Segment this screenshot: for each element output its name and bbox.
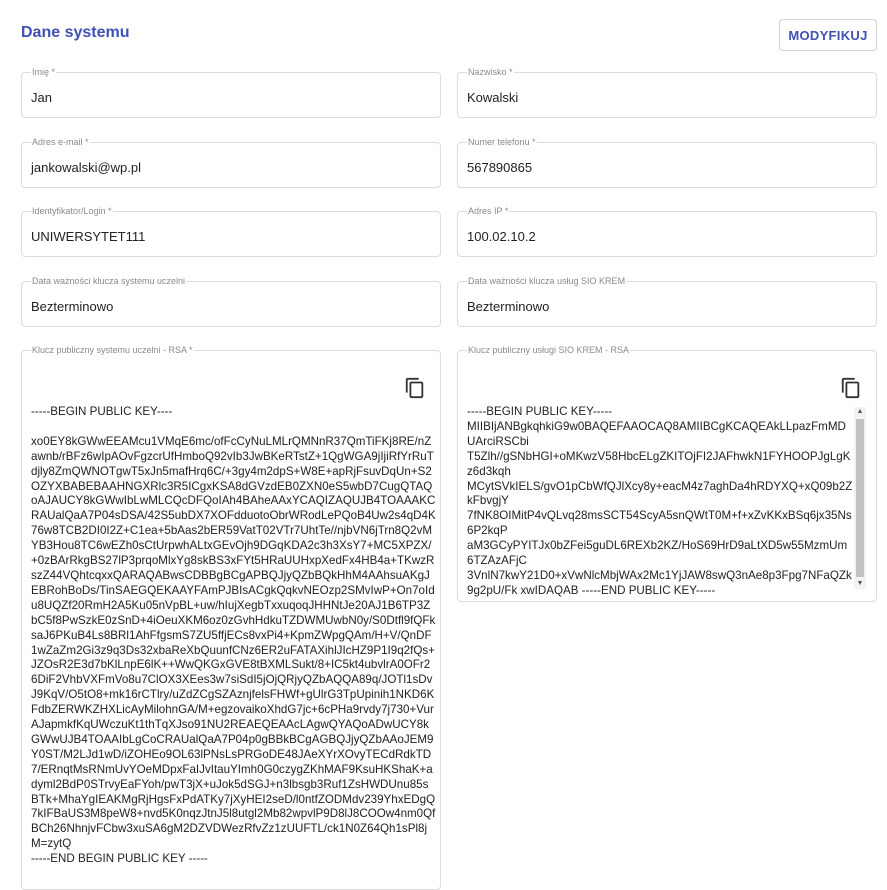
sio-public-key-label: Klucz publiczny usługi SIO KREM - RSA xyxy=(468,345,630,355)
scrollbar-thumb[interactable] xyxy=(856,419,864,577)
ip-value: 100.02.10.2 xyxy=(467,229,536,244)
last-name-value: Kowalski xyxy=(467,90,519,105)
first-name-label: Imię * xyxy=(32,67,56,77)
email-value: jankowalski@wp.pl xyxy=(31,160,142,175)
phone-value: 567890865 xyxy=(467,160,533,175)
ip-label: Adres IP * xyxy=(468,206,509,216)
sio-key-expiry-label: Data ważności klucza usług SIO KREM xyxy=(468,276,626,286)
last-name-label: Nazwisko * xyxy=(468,67,513,77)
system-public-key-value: -----BEGIN PUBLIC KEY---- xo0EY8kGWwEEAMcu1VMqE6mc/ofFcCyNuLMLrQMNnR37QmTiFKj8RE/nZawnb/rBFz6wIpAOvFgzcrUfHmboQ92vIb3JwBKeRTstZ+1QgWGA9jIjiRfYrRuTdjly8ZmQWNOTgwT5xJn5mafHrq6C/+3gy4m2dpS+W8E+apRjFsuvDqUn+S2OZYXBABEBAAHNGXRlc3R5ICgxKSA8dGVzdEB0ZXN0eS5wbD7CugQTAQoAJAUCY8kGWwIbLwMLCQcDFQoIAh4BAheAAxYCAQIZAQUJB4TOAAAKCRAUalQaA7P04sDSA/42S5ubDX7XOFdduotoObrWRodLePQoB4Uw2s4qD4K76w8TCB2DI0I2Z+C1ea+5bAas2bER59VatT02VTr7UhtTe//njbVN6jTrn8Q2vMYB3Hou8TC6wEZh0sCtUrpwhALtxGEvOjh9DGqKDA2c3h3XsY7+MC5XPZX/+0zBArRkgBS27lP3prqoMlxYg8skBS3xFYt5HRaUUHxpXedFx4HB4a+TKwzRszZ44VQhtcqxxQARAQABwsCDBBgBCgAPBQJjyQZbBQkHhM4AAhsuAKgJEBRohBoDs/TinSAEGQEKAAYFAmPJBIsACgkQqkvNEOzp2SMvIwP+On7oIdu8UQZf20RmH2A5Ku05nVpBL+uw/hIujXegbTxxuqoqJHHNtJe20AJ1B6TP3ZbC5f8PwSzkE0zSnD+4iOeuXKM6oz0zGvhHdkuTZDWMUwbN0y/S0Dtfl9fQFksaJ6PKuB4Ls8BRl1AhFfgsmS7ZU5ffjECs8vxPi4+KpmZWpgQAm/H+V/QnDF1wZaZm2Gi3z9q3Ds32xbaReXbQuunfCNz6ER2uFATAXihlJIcHZ9P1I9q2fQs+JZOsR2E3d7bKlLnpE6lK++WwQKGxGVE8tBXMLSukt/8+IC5kt4ubvlrA0OFr26DiF2VhbVXFmVo8u7ClOX3XEes3w7siSdI5jOjQRjyQZbAQQA89q/JOTl1sDvJ9KqV/O5tO8+mk16rCTlry/uZdZCgSZAznjfelsFHWf+gUlrG3TpUpinih1NKD6KFdbZERWKZHXLicAyMilohnGA/M+egzovaikoXhdG7jc+6cPHa9rvdy7j730+VurAJapmkfKqUWczuKt1thTqXJso91NU2REAEQEAAcLAgwQYAQoADwUCY8kGWwUJB4TOAAIbLgCoCRAUalQaA7P04p0gBBkBCgAGBQJjyQZbAAoJEM9Y0ST/M2LJd1wD/iZOHEo9OL63lPNsLsPRGoDE48JAeXYrXOvyTECdRdkTD7/ERnqtMsRNmUvYOeMDpxFaIJvItauYImh0G0czygZKhMAF9KsuHKShaK+adyml2BdP0STrvyEaFYoh/pwT3jX+uJok5dSGJ+n3lbsgb3Ruf1ZsHWDUnu85sBTk+MhaYgIEAKMgRjHgsFxPdATKy7jXyHEI2seD/l0ntfZODMdv239YhxEDgQ7kIFBaUS3M8peW8+nvd5K0nqzJtnJ5l8utgl2Mb82wpvlP9D8lJ8COOw4nm0QfBCh26NhnjvFCbw3xuSA6gM2DZVDWezRfvZz1zUUFTL/ck1N0Z64Qh1sPl8jM=zytQ -----END BEGIN PUBLIC KEY ----- xyxy=(31,405,436,866)
content-copy-icon[interactable] xyxy=(840,377,862,399)
system-public-key-label: Klucz publiczny systemu uczelni - RSA * xyxy=(32,345,193,355)
page-title: Dane systemu xyxy=(21,24,130,41)
scroll-down-icon[interactable]: ▼ xyxy=(856,580,864,587)
first-name-field[interactable] xyxy=(21,67,441,118)
email-label: Adres e-mail * xyxy=(32,137,89,147)
sio-public-key-field[interactable] xyxy=(457,345,877,602)
phone-label: Numer telefonu * xyxy=(468,137,536,147)
system-key-expiry-value: Bezterminowo xyxy=(31,299,114,314)
system-public-key-field[interactable] xyxy=(21,345,441,890)
login-label: Identyfikator/Login * xyxy=(32,206,112,216)
login-field[interactable] xyxy=(21,206,441,257)
ip-field[interactable] xyxy=(457,206,877,257)
sio-key-scrollbar[interactable] xyxy=(854,407,866,589)
content-copy-icon[interactable] xyxy=(404,377,426,399)
system-key-expiry-label: Data ważności klucza systemu uczelni xyxy=(32,276,186,286)
login-value: UNIWERSYTET111 xyxy=(31,229,146,244)
phone-field[interactable] xyxy=(457,137,877,188)
sio-public-key-value: -----BEGIN PUBLIC KEY----- MIIBIjANBgkqhkiG9w0BAQEFAAOCAQ8AMIIBCgKCAQEAkLLpazFmMDUArciRSCbi T5Zlh//gSNbHGI+oMKwzV58HbcELgZKITOjFI2JAFhwkN1FYHOOPJgLgKz6d3kqh MCytSVkIELS/gvO1pCbWfQJlXcy8y+eacM4z7aghDa4hRDYXQ+xQ09b2ZkFbvgjY 7fNK8OIMitP4vQLvq28msSCT54ScyA5snQWtT0M+f+xZvKKxBSq6jx35Ns6P2kqP aM3GCyPYITJx0bZFei5guDL6REXb2KZ/HoS69HrD9aLtXD5w55MzmUm6TZAzAFjC 3VnlN7kwY21D0+xVwNlcMbjWAx2Mc1YjJAW8swQ3nAe8p3Fpg7NFaQZk9g2pU/Fk xwIDAQAB -----END PUBLIC KEY----- xyxy=(467,405,853,597)
last-name-field[interactable] xyxy=(457,67,877,118)
sio-key-expiry-field[interactable] xyxy=(457,276,877,327)
sio-key-expiry-value: Bezterminowo xyxy=(467,299,550,314)
first-name-value: Jan xyxy=(31,90,52,105)
scroll-up-icon[interactable]: ▲ xyxy=(856,408,864,415)
modify-button[interactable]: MODYFIKUJ xyxy=(779,19,877,51)
email-field[interactable] xyxy=(21,137,441,188)
system-key-expiry-field[interactable] xyxy=(21,276,441,327)
